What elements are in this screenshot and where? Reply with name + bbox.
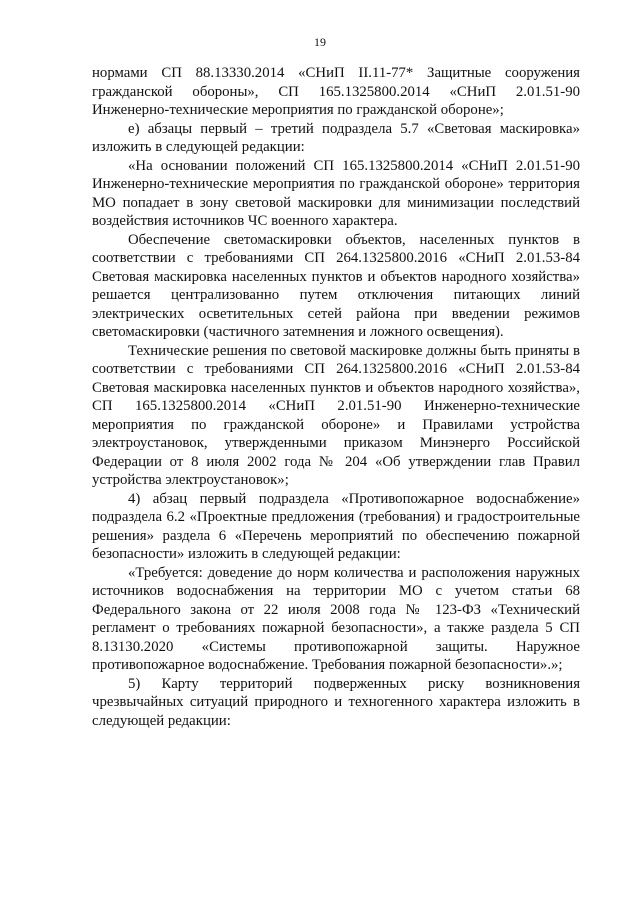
paragraph-technical-solutions: Технические решения по световой маскировке должны быть приняты в соответствии с требованиями СП 264.1325800.2016 «СНиП 2.01.53-84 Световая маскировка населенных пунктов и объектов народного хозяйства», СП 165.1325800.2014 «СНиП 2.01.51-90 Инженерно-технические мероприятия по гражданской обороне» и Правилами устройства электроустановок, утвержденными приказом Минэнерго Российской Федерации от 8 июля 2002 года № 204 «Об утверждении глав Правил устройства электроустановок»; bbox=[92, 342, 580, 488]
paragraph-item-5: 5) Карту территорий подверженных риску возникновения чрезвычайных ситуаций природного и техногенного характера изложить в следующей редакции: bbox=[92, 675, 580, 729]
paragraph-light-masking-provision: Обеспечение светомаскировки объектов, населенных пунктов в соответствии с требованиями СП 264.1325800.2016 «СНиП 2.01.53-84 Световая маскировка населенных пунктов и объектов народного хозяйства» решается централизованно путем отключения питающих линий электрических осветительных сетей района при введении режимов светомаскировки (частичного затемнения и ложного освещения). bbox=[92, 231, 580, 340]
paragraph-continuation: нормами СП 88.13330.2014 «СНиП II.11-77* Защитные сооружения гражданской обороны», СП 165.1325800.2014 «СНиП 2.01.51-90 Инженерно-технические мероприятия по гражданской обороне»; bbox=[92, 65, 580, 118]
paragraph-item-e: е) абзацы первый – третий подраздела 5.7 «Световая маскировка» изложить в следующей редакции: bbox=[92, 120, 580, 155]
document-body bbox=[92, 64, 580, 730]
paragraph-quote-fire-water: «Требуется: доведение до норм количества и расположения наружных источников водоснабжения на территории МО с учетом статьи 68 Федерального закона от 22 июля 2008 года № 123-ФЗ «Технический регламент о требованиях пожарной безопасности», а также раздела 5 СП 8.13130.2020 «Системы противопожарной защиты. Наружное противопожарное водоснабжение. Требования пожарной безопасности».»; bbox=[92, 564, 580, 673]
paragraph-item-4: 4) абзац первый подраздела «Противопожарное водоснабжение» подраздела 6.2 «Проектные предложения (требования) и градостроительные решения» раздела 6 «Перечень мероприятий по обеспечению пожарной безопасности» изложить в следующей редакции: bbox=[92, 490, 580, 562]
page-number: 19 bbox=[314, 35, 326, 49]
paragraph-quote-light-masking: «На основании положений СП 165.1325800.2014 «СНиП 2.01.51-90 Инженерно-технические мероприятия по гражданской обороне» территория МО попадает в зону световой маскировки для минимизации последствий воздействия источников ЧС военного характера. bbox=[92, 157, 580, 229]
